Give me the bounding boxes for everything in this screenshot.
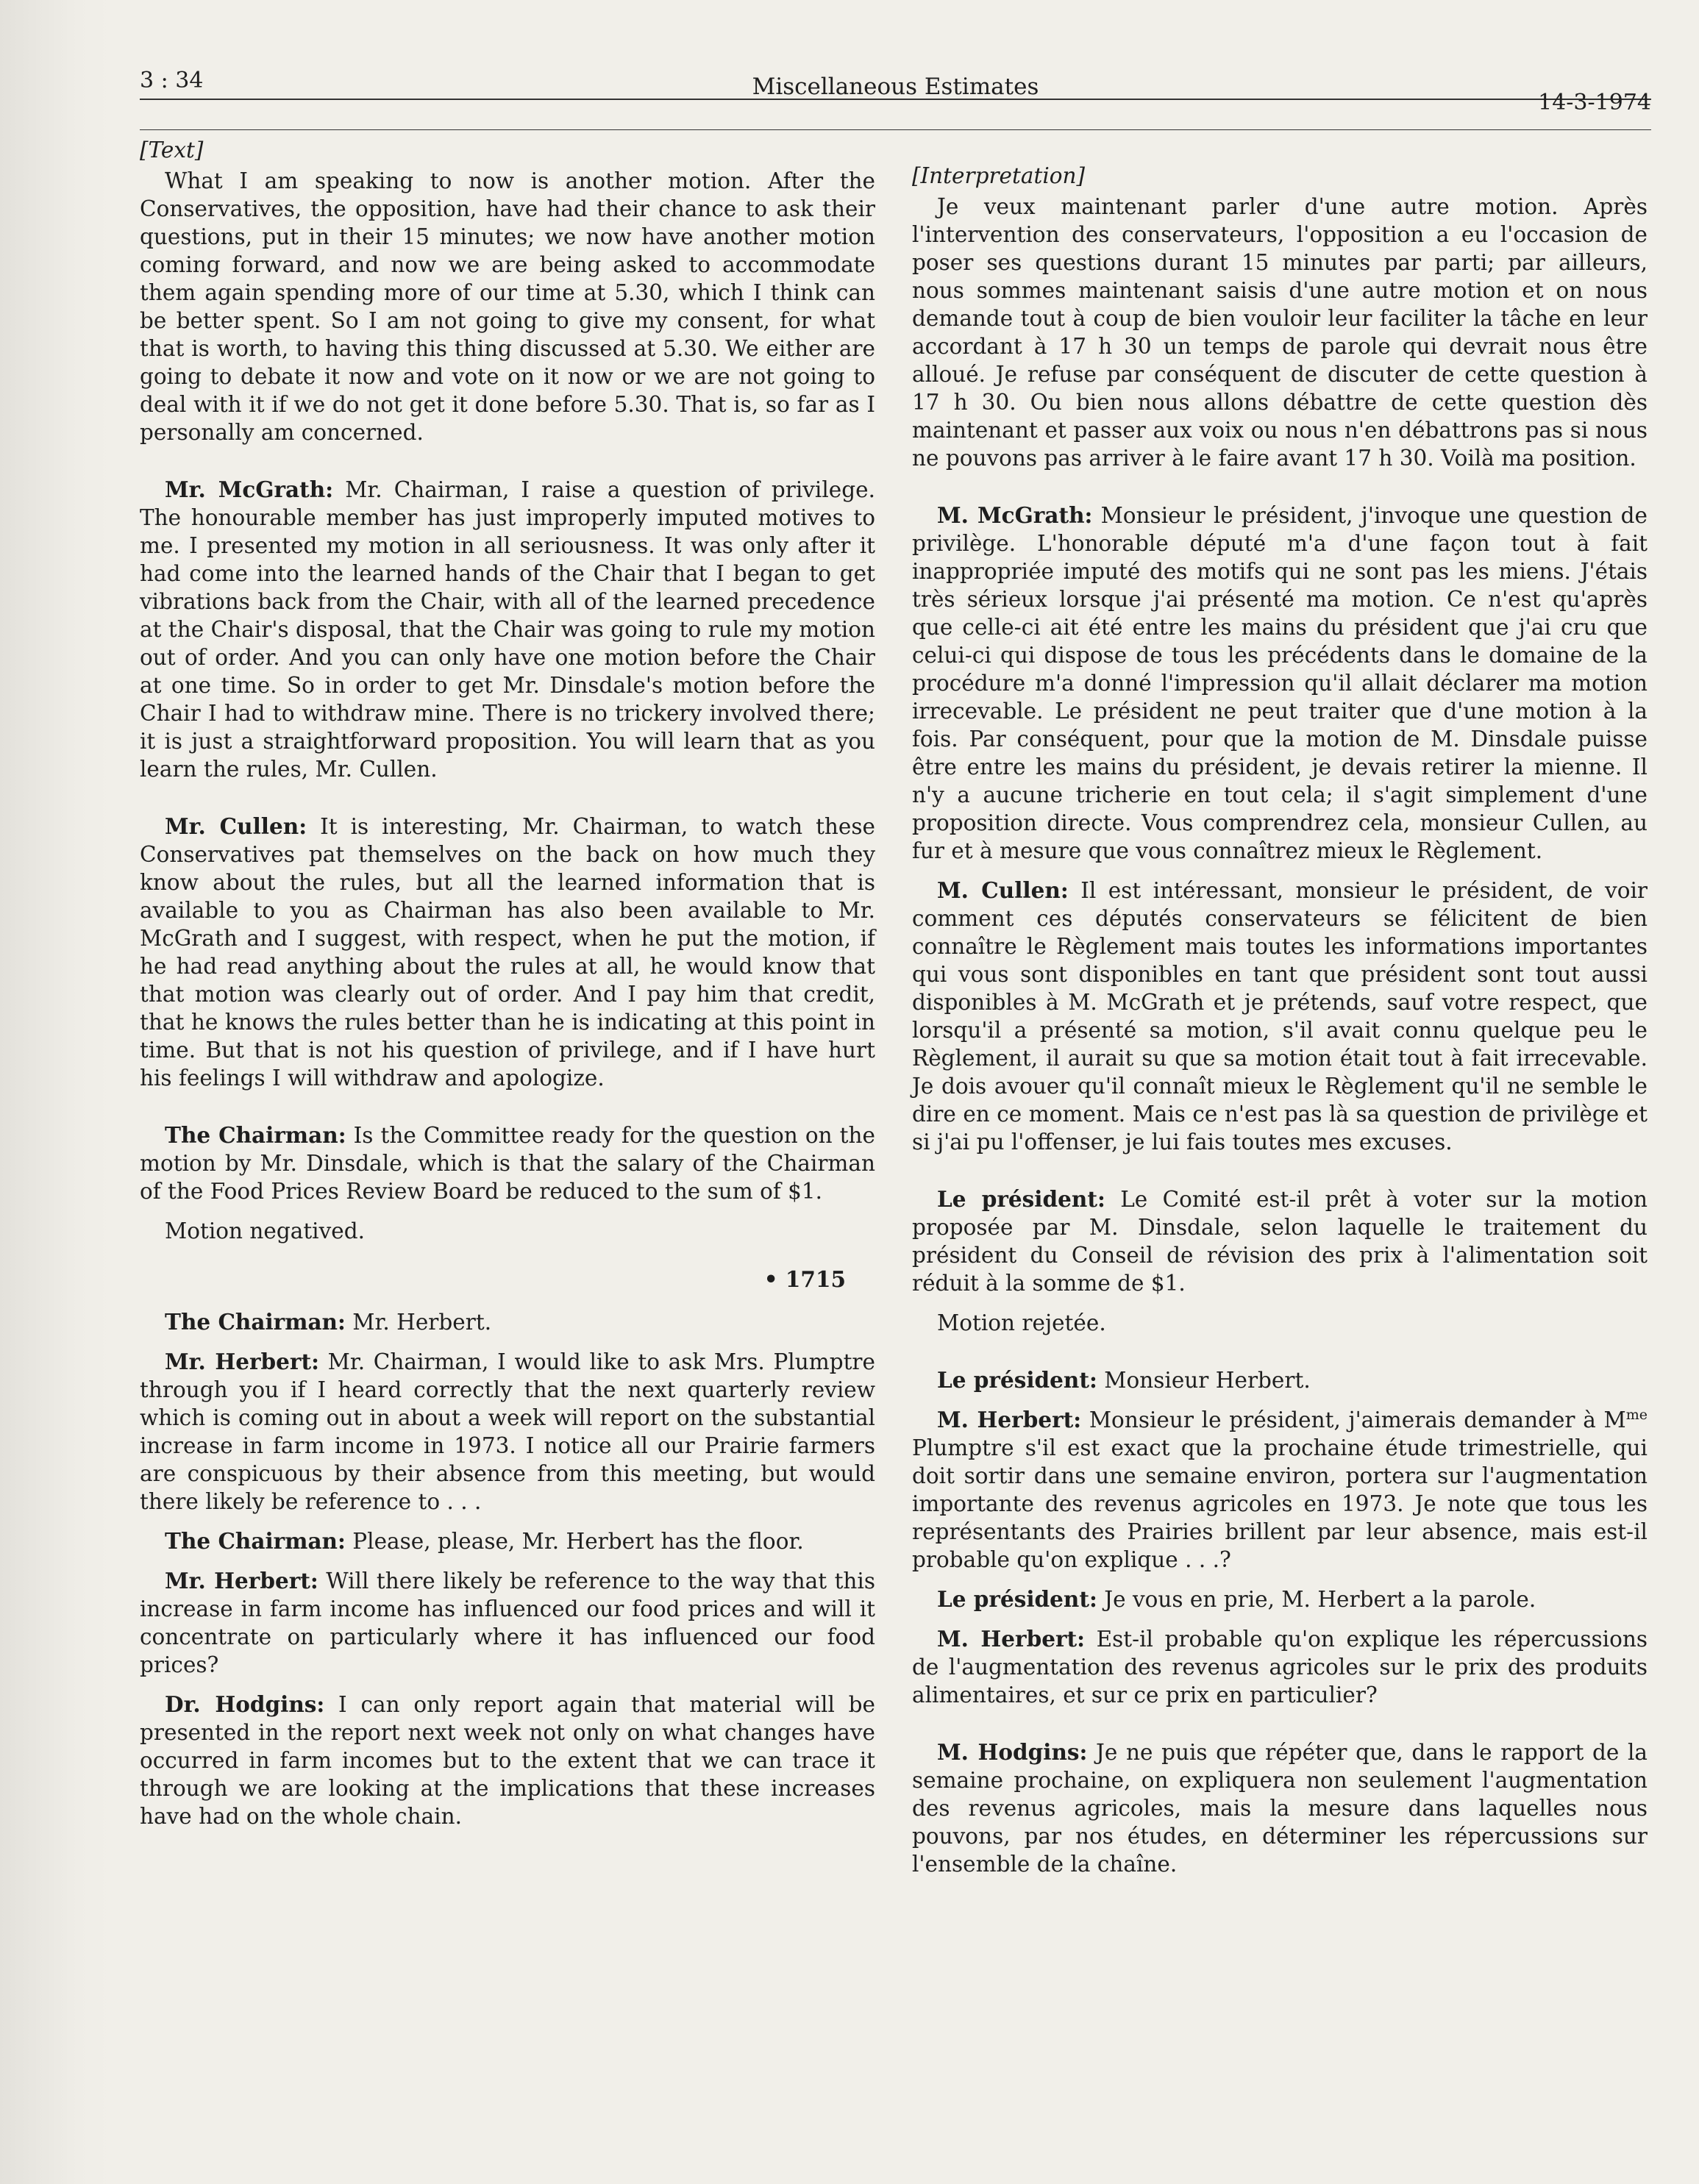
paragraph (140, 1527, 875, 1555)
page-edge-shadow (0, 0, 110, 2184)
paragraph-text: Mr. Chairman, I raise a question of privilege. The honourable member has just improperly imputed motives to me. I presented my motion in all seriousness. It was only after it had come into the learned hands of the Chair that I began to get vibrations back from the Chair, with all of the learned precedence at the Chair's disposal, that the Chair was going to rule my motion out of order. And you can only have one motion before the Chair at one time. So in order to get Mr. Dinsdale's motion before the Chair I had to withdraw mine. There is no trickery involved there; it is just a straightforward proposition. You will learn that as you learn the rules, Mr. Cullen. (140, 477, 875, 782)
paragraph (912, 1309, 1648, 1337)
paragraph (912, 1185, 1648, 1297)
paragraph (140, 1308, 875, 1336)
time-marker: • 1715 (763, 1266, 846, 1292)
paragraph (140, 1348, 875, 1516)
paragraph-text: Monsieur le président, j'invoque une question de privilège. L'honorable député m'a d'une façon tout à fait inappropriée imputé des motifs qui ne sont pas les miens. J'étais très sérieux lorsque j'ai présenté ma motion. Ce n'est qu'après que celle-ci ait été entre les mains du président que j'ai cru que celui-ci qui dispose de tous les précédents dans le domaine de la procédure m'a donné l'impression qu'il allait déclarer ma motion irrecevable. Le président ne peut traiter que d'une motion à la fois. Par conséquent, pour que la motion de M. Dinsdale puisse être entre les mains du président, je devais retirer la mienne. Il n'y a aucune tricherie en tout cela; il s'agit simplement d'une proposition directe. Vous comprendrez cela, monsieur Cullen, au fur et à mesure que vous connaîtrez mieux le Règlement. (912, 503, 1648, 863)
paragraph (912, 193, 1648, 472)
paragraph-text: Motion negatived. (165, 1218, 365, 1243)
paragraph-text-cont: Plumptre s'il est exact que la prochaine étude trimestrielle, qui doit sortir dans une semaine environ, portera sur l'augmentation importante des revenus agricoles en 1973. Je note que tous les représentants des Prairies brillent par leur absence, mais est-il probable qu'on explique . . .? (912, 1435, 1648, 1572)
paragraph-text: Monsieur Herbert. (1097, 1368, 1311, 1393)
paragraph-text: What I am speaking to now is another motion. After the Conservatives, the opposition, have had their chance to ask their questions, put in their 15 minutes; we now have another motion coming forward, and now we are being asked to accommodate them again spending more of our time at 5.30, which I think can be better spent. So I am not going to give my consent, for what that is worth, to having this thing discussed at 5.30. We either are going to debate it now and vote on it now or we are not going to deal with it if we do not get it done before 5.30. That is, so far as I personally am concerned. (140, 168, 875, 445)
paragraph-text: Mr. Chairman, I would like to ask Mrs. Plumptre through you if I heard correctly that the next quarterly review which is coming out in about a week will report on the substantial increase in farm income in 1973. I notice all our Prairie farmers are conspicuous by their absence from this meeting, but would there likely be reference to . . . (140, 1349, 875, 1514)
paragraph (140, 1691, 875, 1830)
paragraph-text: Is the Committee ready for the question on the motion by Mr. Dinsdale, which is that the salary of the Chairman of the Food Prices Review Board be reduced to the sum of $1. (140, 1123, 875, 1204)
page-number: 3 : 34 (140, 68, 204, 93)
paragraph-text: I can only report again that material will be presented in the report next week not only on what changes have occurred in farm incomes but to the extent that we can trace it through we are looking at the implications that these increases have had on the whole chain. (140, 1692, 875, 1829)
column-label: [Interpretation] (912, 163, 1086, 188)
paragraph-text: Monsieur le président, j'aimerais demander à M (1081, 1407, 1626, 1432)
english-column (140, 136, 875, 1842)
header-rule-lower (140, 129, 1651, 130)
speaker-name: Le président: (937, 1186, 1105, 1212)
french-column (912, 162, 1648, 1890)
paragraph (140, 476, 875, 783)
speaker-name: The Chairman: (165, 1122, 346, 1148)
speaker-name: M. Herbert: (937, 1626, 1086, 1652)
paragraph-text: Mr. Herbert. (345, 1310, 492, 1335)
paragraph-text: Le Comité est-il prêt à voter sur la motion proposée par M. Dinsdale, selon laquelle le traitement du président du Conseil de révision des prix à l'alimentation soit réduit à la somme de $1. (912, 1187, 1648, 1296)
paragraph (912, 1406, 1648, 1574)
paragraph-text: Il est intéressant, monsieur le président, de voir comment ces députés conservateurs se félicitent de bien connaître le Règlement mais toutes les informations importantes qui vous sont disponibles en tant que président sont tout aussi disponibles à M. McGrath et je prétends, sauf votre respect, que lorsqu'il a présenté sa motion, s'il avait connu quelque peu le Règlement, il aurait su que sa motion était tout à fait irrecevable. Je dois avouer qu'il connaît mieux le Règlement qu'il ne semble le dire en ce moment. Mais ce n'est pas là sa question de privilège et si j'ai pu l'offenser, je lui fais toutes mes excuses. (912, 878, 1648, 1155)
running-title: Miscellaneous Estimates (752, 74, 1039, 100)
speaker-name: M. McGrath: (937, 502, 1093, 528)
paragraph (912, 1366, 1648, 1394)
speaker-name: M. Hodgins: (937, 1739, 1088, 1765)
paragraph (140, 1121, 875, 1205)
paragraph (140, 1567, 875, 1679)
page-date: 14-3-1974 (1538, 90, 1651, 115)
speaker-name: Mr. Herbert: (165, 1568, 318, 1594)
superscript-abbrev: me (1625, 1407, 1648, 1424)
speaker-name: M. Herbert: (937, 1407, 1082, 1432)
speaker-name: Mr. McGrath: (165, 477, 334, 502)
paragraph (140, 1217, 875, 1245)
paragraph (912, 877, 1648, 1156)
paragraph-text: Je ne puis que répéter que, dans le rapport de la semaine prochaine, on expliquera non seulement l'augmentation des revenus agricoles, mais la mesure dans laquelles nous pouvons, par nos études, en déterminer les répercussions sur l'ensemble de la chaîne. (912, 1740, 1648, 1877)
speaker-name: Dr. Hodgins: (165, 1691, 325, 1717)
paragraph (912, 1585, 1648, 1613)
paragraph (912, 1738, 1648, 1878)
paragraph-text: Est-il probable qu'on explique les répercussions de l'augmentation des revenus agricoles sur le prix des produits alimentaires, et sur ce prix en particulier? (912, 1627, 1648, 1707)
paragraph-text: It is interesting, Mr. Chairman, to watch these Conservatives pat themselves on the back on how much they know about the rules, but all the learned information that is available to you as Chairman has also been available to Mr. McGrath and I suggest, with respect, when he put the motion, if he had read anything about the rules at all, he would know that that motion was clearly out of order. And I pay him that credit, that he knows the rules better than he is indicating at this point in time. But that is not his question of privilege, and if I have hurt his feelings I will withdraw and apologize. (140, 814, 875, 1091)
speaker-name: M. Cullen: (937, 877, 1069, 903)
speaker-name: Le président: (937, 1586, 1097, 1612)
paragraph (140, 167, 875, 446)
paragraph-text: Je vous en prie, M. Herbert a la parole. (1097, 1587, 1536, 1612)
paragraph (912, 502, 1648, 865)
paragraph (140, 813, 875, 1092)
speaker-name: Le président: (937, 1367, 1097, 1393)
speaker-name: The Chairman: (165, 1309, 346, 1335)
speaker-name: The Chairman: (165, 1528, 346, 1554)
speaker-name: Mr. Cullen: (165, 813, 307, 839)
paragraph-text: Please, please, Mr. Herbert has the floor. (345, 1529, 804, 1554)
paragraph-text: Motion rejetée. (937, 1310, 1106, 1335)
paragraph-text: Will there likely be reference to the way that this increase in farm income has influenced our food prices and will it concentrate on particularly where it has influenced our food prices? (140, 1569, 876, 1677)
paragraph (912, 1625, 1648, 1709)
header-rule (140, 99, 1651, 100)
speaker-name: Mr. Herbert: (165, 1349, 319, 1374)
paragraph-text: Je veux maintenant parler d'une autre motion. Après l'intervention des conservateurs, l'opposition a eu l'occasion de poser ses questions durant 15 minutes par parti; par ailleurs, nous sommes maintenant saisis d'une autre motion et on nous demande tout à coup de bien vouloir leur faciliter la tâche en leur accordant à 17 h 30 un temps de parole qui devrait nous être alloué. Je refuse par conséquent de discuter de cette question à 17 h 30. Ou bien nous allons débattre de cette question dès maintenant et passer aux voix ou nous n'en débattrons pas si nous ne pouvons pas arriver à le faire avant 17 h 30. Voilà ma position. (912, 194, 1648, 471)
page-header (140, 68, 1651, 134)
column-label: [Text] (140, 138, 204, 163)
